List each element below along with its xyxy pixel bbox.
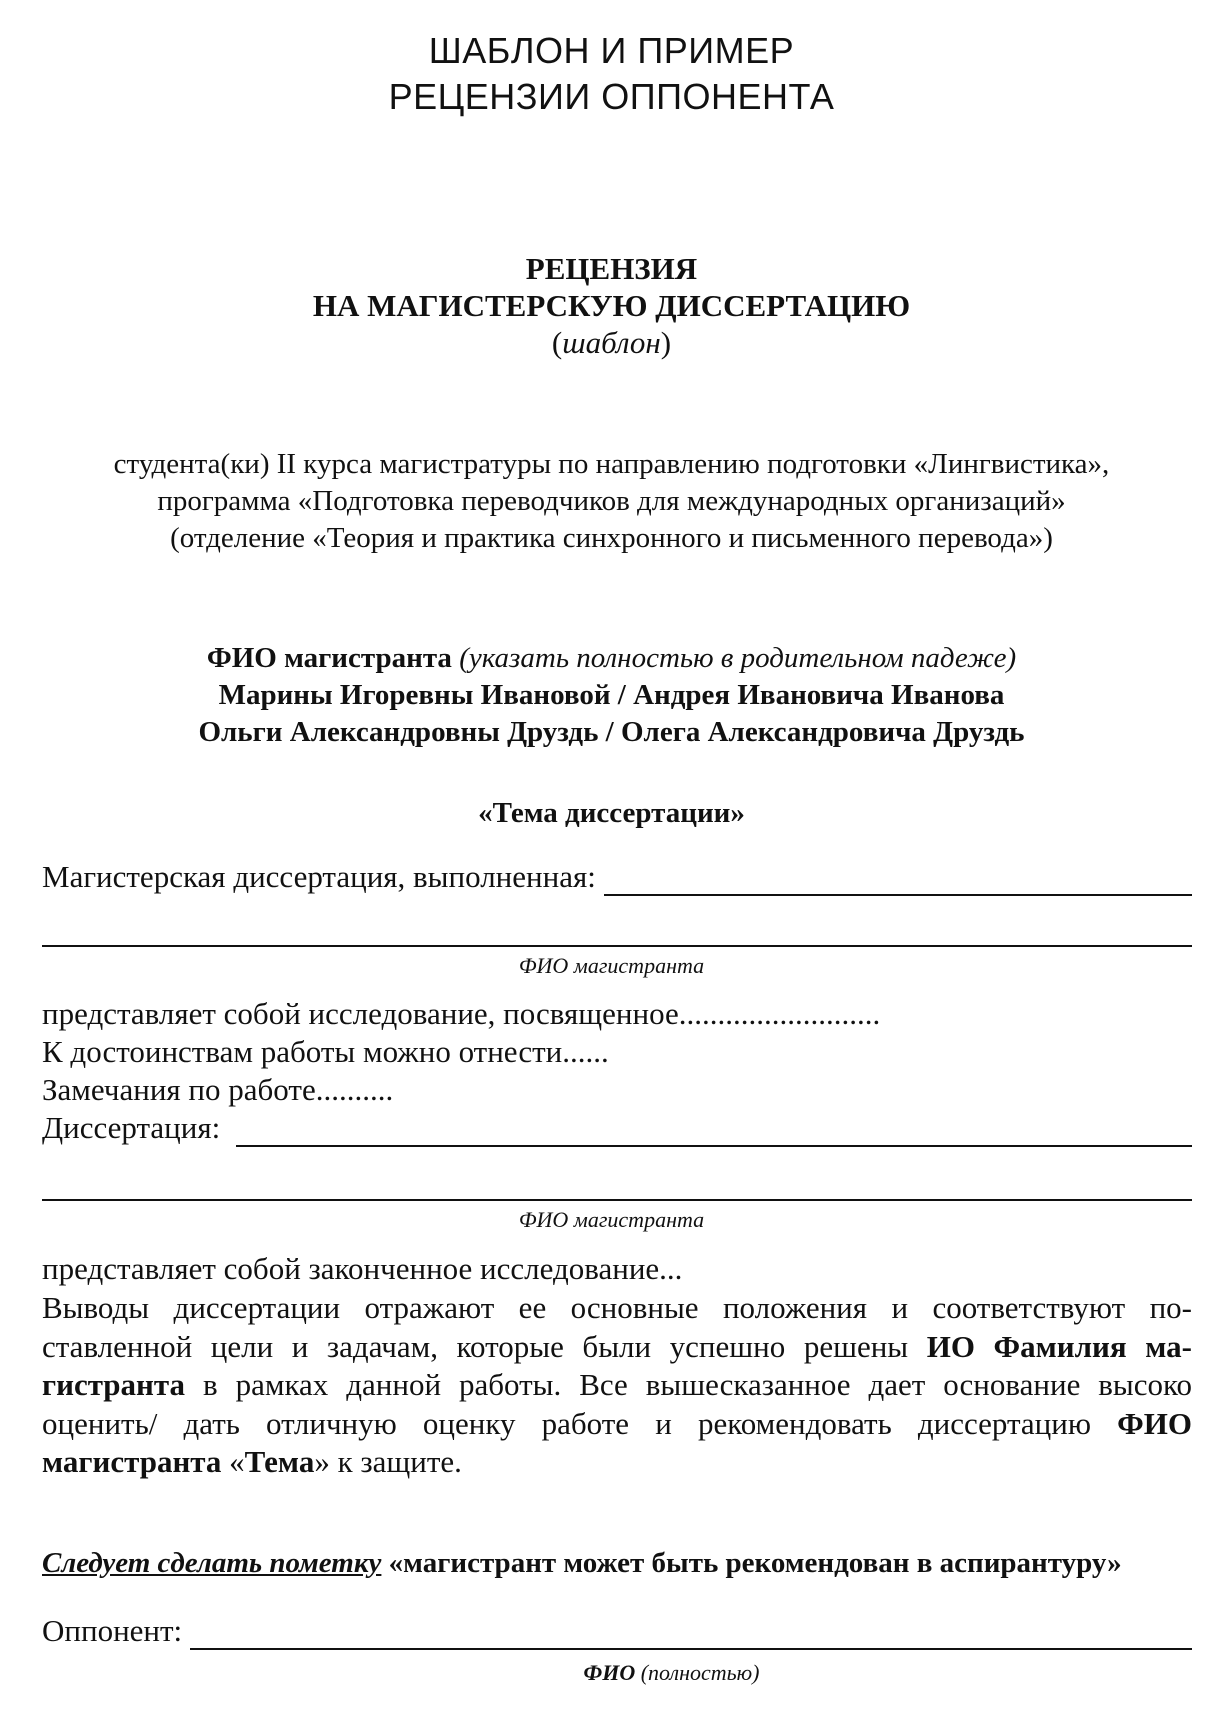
review-body-lines (42, 995, 1192, 1109)
dissertation-row (42, 1109, 1192, 1147)
conclusion-student-fio: ФИО магистранта (42, 1405, 1192, 1479)
opponent-caption (60, 1660, 1223, 1686)
conclusion-text-4: » к защите. (314, 1444, 462, 1479)
student-info (0, 446, 1223, 557)
fio-block (0, 640, 1223, 751)
subtitle-close-paren: ) (660, 325, 672, 360)
finished-line: представляет собой законченное исследование... (42, 1251, 683, 1286)
student-name-caption-2: ФИО магистранта (518, 1207, 705, 1232)
opponent-blank[interactable] (190, 1618, 1192, 1650)
fio-hint: (указать полностью в родительном падеже) (459, 642, 1017, 674)
conclusion-text-1: Выводы диссертации отражают ее основные положения и соответствуют поставленной цели и задачам, которые были успешно решены (42, 1290, 1192, 1364)
student-line-2: программа «Подготовка переводчиков для международных организаций» (157, 485, 1066, 517)
subtitle-open-paren: ( (551, 325, 563, 360)
remarks-line: Замечания по работе.......... (42, 1072, 394, 1107)
conclusion-paragraph (42, 1289, 1192, 1482)
review-subject: НА МАГИСТЕРСКУЮ ДИССЕРТАЦИЮ (312, 288, 911, 323)
merits-line: К достоинствам работы можно отнести...... (42, 1034, 609, 1069)
dissertation-blank[interactable] (236, 1115, 1192, 1147)
conclusion-text-2: в рамках данной работы. Все вышесказанное дает основание высоко оценить/ дать отличную оценку работе и рекомендовать диссертацию (42, 1367, 1192, 1441)
conclusion-student-name: ИО Фамилия магистранта (42, 1328, 1192, 1402)
template-title-line-1: ШАБЛОН И ПРИМЕР (428, 30, 795, 71)
dissertation-theme: «Тема диссертации» (478, 797, 745, 829)
review-title: РЕЦЕНЗИЯ (525, 251, 698, 286)
conclusion-text-3: « (221, 1444, 245, 1479)
note-text: «магистрант может быть рекомендован в аспирантуру» (381, 1547, 1122, 1579)
student-name-blank[interactable] (42, 945, 1192, 947)
completed-by-blank[interactable] (604, 864, 1192, 896)
opponent-caption-rest: (полностью) (635, 1660, 760, 1685)
fio-label: ФИО магистранта (206, 642, 452, 674)
opponent-row (42, 1612, 1192, 1650)
student-line-1: студента(ки) II курса магистратуры по направлению подготовки «Лингвистика», (113, 448, 1110, 480)
dissertation-label: Диссертация: (42, 1110, 221, 1145)
review-subtitle (0, 324, 1223, 361)
student-name-caption: ФИО магистранта (518, 953, 705, 978)
fio-heading (0, 640, 1223, 677)
review-heading (0, 250, 1223, 361)
conclusion-theme: Тема (244, 1444, 315, 1479)
template-title-line-2: РЕЦЕНЗИИ ОППОНЕНТА (388, 76, 835, 117)
student-name-blank-2[interactable] (42, 1199, 1192, 1201)
completed-by-label: Магистерская диссертация, выполненная: (42, 859, 596, 894)
student-line-3: (отделение «Теория и практика синхронного и письменного перевода») (170, 522, 1053, 554)
template-title (0, 28, 1223, 120)
fio-example-2: Ольги Александровны Друздь / Олега Александровича Друздь (198, 716, 1025, 748)
completed-by-row (42, 858, 1192, 896)
opponent-label: Оппонент: (42, 1613, 183, 1648)
opponent-caption-fio: ФИО (583, 1660, 636, 1685)
subtitle-text: шаблон (562, 325, 661, 360)
note-underlined: Следует сделать пометку (42, 1547, 382, 1579)
research-line: представляет собой исследование, посвященное.......................... (42, 996, 881, 1031)
fio-example-1: Марины Игоревны Ивановой / Андрея Ивановича Иванова (218, 679, 1005, 711)
recommendation-note (42, 1545, 1192, 1582)
